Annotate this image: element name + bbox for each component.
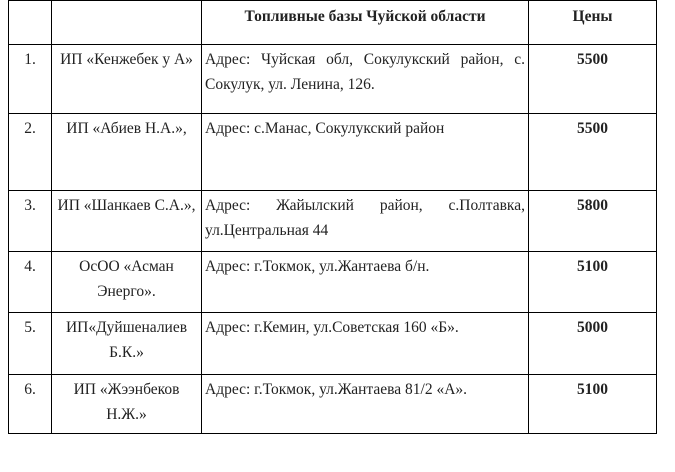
supplier-name: ОсОО «Асман Энерго».: [52, 252, 202, 313]
supplier-name: ИП «Кенжебек у А»: [52, 45, 202, 114]
supplier-name: ИП«Дуйшеналиев Б.К.»: [52, 313, 202, 375]
supplier-address: Адрес: Жайылский район, с.Полтавка, ул.Центральная 44: [202, 191, 529, 252]
supplier-name: ИП «Шанкаев С.А.»,: [52, 191, 202, 252]
row-number: 3.: [9, 191, 52, 252]
supplier-name: ИП «Абиев Н.А.»,: [52, 114, 202, 191]
fuel-price: 5000: [529, 313, 657, 375]
header-price: Цены: [529, 1, 657, 45]
row-number: 1.: [9, 45, 52, 114]
table-row: [9, 375, 657, 434]
fuel-price: 5500: [529, 45, 657, 114]
table-header-row: [9, 1, 657, 45]
fuel-price: 5100: [529, 252, 657, 313]
supplier-name: ИП «Жээнбеков Н.Ж.»: [52, 375, 202, 434]
supplier-address: Адрес: с.Манас, Сокулукский район: [202, 114, 529, 191]
fuel-price: 5800: [529, 191, 657, 252]
supplier-address: Адрес: г.Кемин, ул.Советская 160 «Б».: [202, 313, 529, 375]
row-number: 4.: [9, 252, 52, 313]
supplier-address: Адрес: г.Токмок, ул.Жантаева б/н.: [202, 252, 529, 313]
header-number: [9, 1, 52, 45]
fuel-price: 5100: [529, 375, 657, 434]
fuel-bases-table: [8, 0, 657, 434]
fuel-price: 5500: [529, 114, 657, 191]
row-number: 2.: [9, 114, 52, 191]
table-row: [9, 313, 657, 375]
table-row: [9, 45, 657, 114]
table-row: [9, 114, 657, 191]
row-number: 5.: [9, 313, 52, 375]
table-row: [9, 252, 657, 313]
header-title: Топливные базы Чуйской области: [202, 1, 529, 45]
header-name: [52, 1, 202, 45]
row-number: 6.: [9, 375, 52, 434]
supplier-address: Адрес: Чуйская обл, Сокулукский район, с. Сокулук, ул. Ленина, 126.: [202, 45, 529, 114]
supplier-address: Адрес: г.Токмок, ул.Жантаева 81/2 «А».: [202, 375, 529, 434]
table-row: [9, 191, 657, 252]
